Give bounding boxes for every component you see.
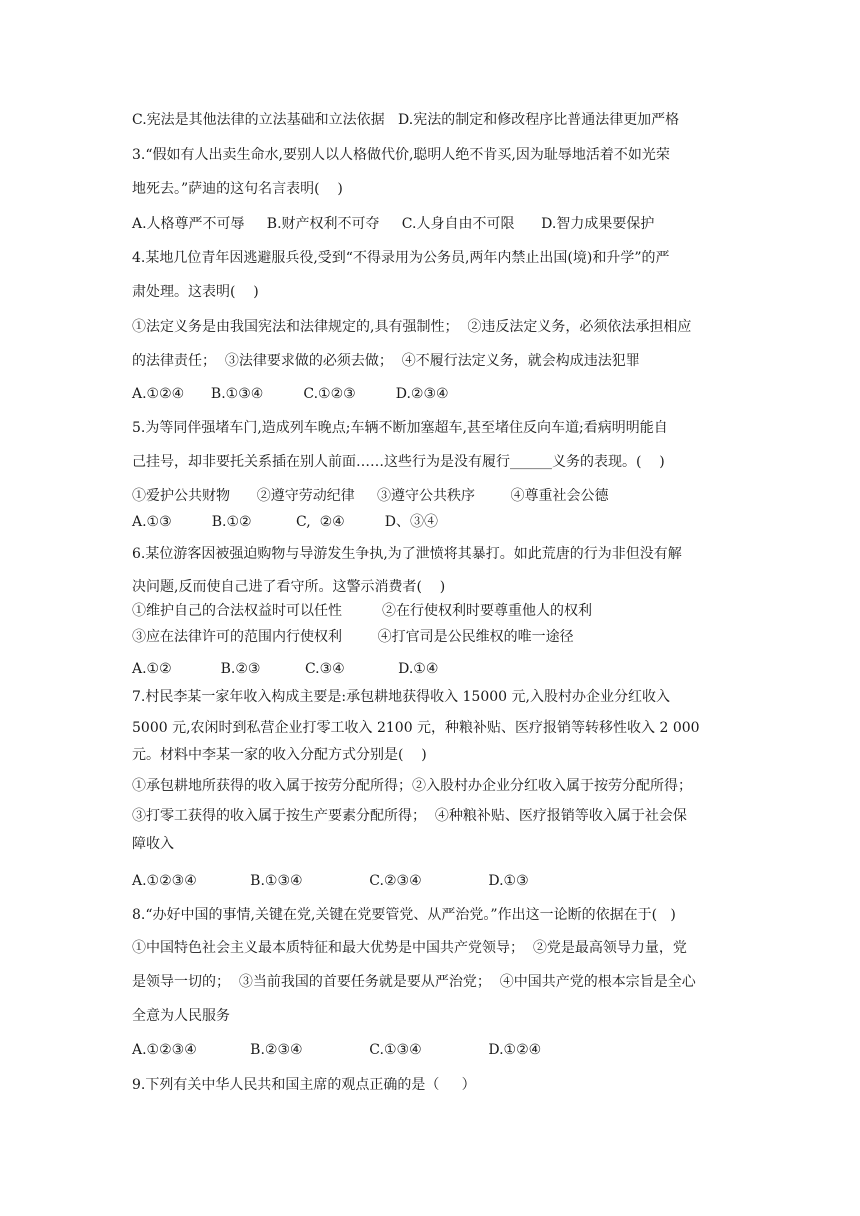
text-line: ③应在法律许可的范围内行使权利 ④打官司是公民维权的唯一途径 [132, 629, 574, 645]
question-3-options: A.人格尊严不可辱 B.财产权利不可夺 C.人身自由不可限 D.智力成果要保护 [132, 216, 655, 232]
text-line: ①爱护公共财物 ②遵守劳动纪律 ③遵守公共秩序 ④尊重社会公德 [132, 488, 609, 504]
text-line: C.宪法是其他法律的立法基础和立法依据 D.宪法的制定和修改程序比普通法律更加严格 [132, 112, 680, 128]
text-line: 肃处理。这表明( ) [132, 284, 259, 300]
text-line: 的法律责任； ③法律要求做的必须去做； ④不履行法定义务，就会构成违法犯罪 [132, 353, 640, 369]
text-line: ③打零工获得的收入属于按生产要素分配所得； ④种粮补贴、医疗报销等收入属于社会保 [132, 808, 687, 824]
text-line: 己挂号，却非要托关系插在别人前面……这些行为是没有履行______义务的表现。( ) [132, 454, 665, 470]
question-6-stem: 6.某位游客因被强迫购物与导游发生争执,为了泄愤将其暴打。如此荒唐的行为非但没有解 [132, 546, 682, 562]
text-line: ①承包耕地所获得的收入属于按劳分配所得；②入股村办企业分红收入属于按劳分配所得； [132, 778, 692, 794]
text-line: ①中国特色社会主义最本质特征和最大优势是中国共产党领导； ②党是最高领导力量，党 [132, 940, 687, 956]
question-3-stem: 3.“假如有人出卖生命水,要别人以人格做代价,聪明人绝不肯买,因为耻辱地活着不如光荣 [132, 147, 670, 163]
question-8-stem: 8.“办好中国的事情,关键在党,关键在党要管党、从严治党。”作出这一论断的依据在于( ) [132, 907, 676, 923]
text-line: 障收入 [132, 836, 174, 852]
question-4-stem: 4.某地几位青年因逃避服兵役,受到“不得录用为公务员,两年内禁止出国(境)和升学”的严 [132, 250, 670, 266]
question-8-options: A.①②③④ B.②③④ C.①③④ D.①②④ [132, 1042, 542, 1058]
text-line: ①维护自己的合法权益时可以任性 ②在行使权利时要尊重他人的权利 [132, 603, 593, 619]
question-7-stem: 7.村民李某一家年收入构成主要是:承包耕地获得收入 15000 元,入股村办企业分红收入 [132, 689, 670, 705]
question-6-options: A.①② B.②③ C.③④ D.①④ [132, 661, 439, 677]
question-5-stem: 5.为等同伴强堵车门,造成列车晚点;车辆不断加塞超车,甚至堵住反向车道;看病明明能自 [132, 420, 668, 436]
text-line: 地死去。”萨迪的这句名言表明( ) [132, 181, 343, 197]
text-line: 元。材料中李某一家的收入分配方式分别是( ) [132, 747, 427, 763]
text-line: 全意为人民服务 [132, 1008, 230, 1024]
question-4-options: A.①②④ B.①③④ C.①②③ D.②③④ [132, 386, 449, 402]
text-line: 5000 元,农闲时到私营企业打零工收入 2100 元，种粮补贴、医疗报销等转移性收入 2 000 [132, 720, 700, 736]
text-line: ①法定义务是由我国宪法和法律规定的,具有强制性； ②违反法定义务，必须依法承担相应 [132, 319, 692, 335]
question-5-options: A.①③ B.①② C, ②④ D、③④ [132, 514, 438, 530]
question-9-stem: 9.下列有关中华人民共和国主席的观点正确的是（ ） [132, 1077, 476, 1093]
text-line: 是领导一切的； ③当前我国的首要任务就是要从严治党； ④中国共产党的根本宗旨是全心 [132, 974, 696, 990]
text-line: 决问题,反而使自己进了看守所。这警示消费者( ) [132, 579, 446, 595]
question-7-options: A.①②③④ B.①③④ C.②③④ D.①③ [132, 873, 529, 889]
